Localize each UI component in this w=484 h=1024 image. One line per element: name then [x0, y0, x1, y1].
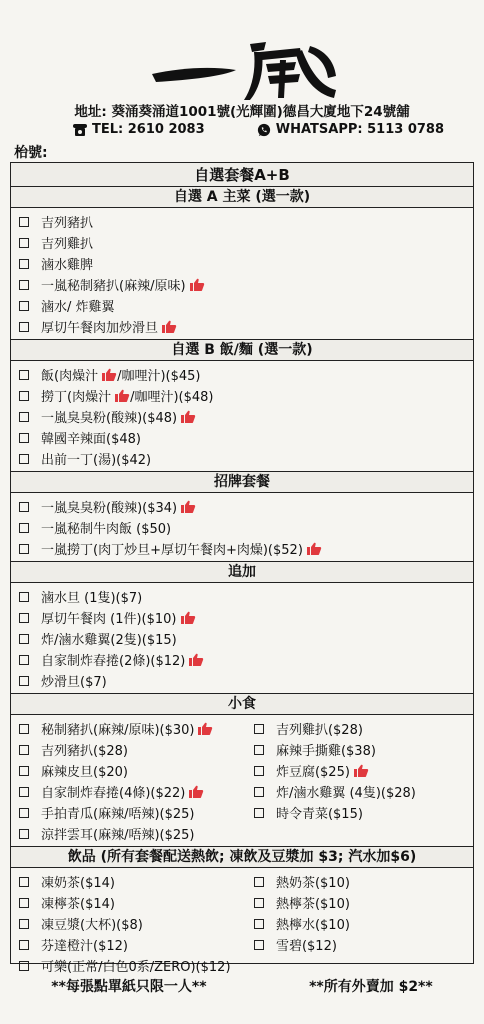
checkbox[interactable]: [19, 961, 29, 971]
address: 地址: 葵涌葵涌道1001號(光輝圍)德昌大廈地下24號舖: [74, 104, 410, 120]
menu-item[interactable]: [19, 871, 254, 892]
menu-item[interactable]: [254, 718, 473, 739]
checkbox[interactable]: [19, 877, 29, 887]
checkbox[interactable]: [19, 655, 29, 665]
checkbox[interactable]: [19, 676, 29, 686]
menu-item[interactable]: [19, 823, 254, 844]
thumbs-up-icon: [306, 542, 322, 556]
checkbox[interactable]: [254, 745, 264, 755]
section-b-list: [11, 361, 473, 471]
phone-contact: [72, 122, 205, 137]
menu-item[interactable]: [19, 295, 473, 316]
menu-item[interactable]: [19, 385, 473, 406]
menu-item[interactable]: [19, 316, 473, 337]
menu-item-label: 吉列雞扒: [41, 237, 94, 252]
menu-item-label: 吉列雞扒($28): [275, 723, 363, 738]
whatsapp-number: WHATSAPP: 5113 0788: [275, 122, 444, 137]
checkbox[interactable]: [19, 634, 29, 644]
menu-item-label: 一嵐秘制豬扒(麻辣/原味): [41, 279, 186, 294]
menu-item-label: 厚切午餐肉加炒滑旦: [41, 321, 159, 336]
menu-item-label: 滷水雞脾: [41, 258, 94, 273]
menu-item[interactable]: [254, 913, 473, 934]
menu-item-label: 熱奶茶($10): [275, 876, 350, 891]
checkbox[interactable]: [19, 391, 29, 401]
menu-item-label: /咖哩汁)($48): [130, 390, 214, 405]
checkbox[interactable]: [19, 433, 29, 443]
thumbs-up-icon: [188, 785, 204, 799]
checkbox[interactable]: [19, 787, 29, 797]
menu-item-label: 雪碧($12): [275, 939, 337, 954]
checkbox[interactable]: [19, 919, 29, 929]
menu-item-label: 撈丁(肉燥汁: [41, 390, 112, 405]
snacks-right-list: [254, 718, 473, 844]
section-b-title: 自選 B 飯/麵 (選一款): [11, 340, 473, 361]
drinks-section: [11, 847, 473, 978]
menu-item[interactable]: [19, 628, 473, 649]
checkbox[interactable]: [254, 808, 264, 818]
menu-item[interactable]: [19, 586, 473, 607]
snacks-left-list: [19, 718, 254, 844]
whatsapp-contact: [256, 122, 444, 137]
addons-section: [11, 562, 473, 694]
menu-item-label: 一嵐臭臭粉(酸辣)($48): [41, 411, 178, 426]
signature-title: 招牌套餐: [11, 472, 473, 493]
menu-item-label: 芬達橙汁($12): [41, 939, 128, 954]
thumbs-up-icon: [161, 320, 177, 334]
menu-item-label: 熱檸茶($10): [275, 897, 350, 912]
signature-section: [11, 472, 473, 562]
menu-item[interactable]: [19, 538, 473, 559]
menu-item[interactable]: [19, 955, 254, 976]
menu-item-label: 一嵐秘制牛肉飯 ($50): [41, 522, 172, 537]
set-meal-section: [11, 163, 473, 340]
menu-item-label: 一嵐撈丁(肉丁炒旦+厚切午餐肉+肉燥)($52): [41, 543, 303, 558]
thumbs-up-icon: [114, 389, 130, 403]
takeaway-surcharge-note: **所有外賣加 $2**: [309, 979, 433, 995]
menu-item[interactable]: [254, 871, 473, 892]
menu-item-label: 手拍青瓜(麻辣/唔辣)($25): [41, 807, 195, 822]
thumbs-up-icon: [197, 722, 213, 736]
checkbox[interactable]: [19, 613, 29, 623]
menu-item[interactable]: [19, 232, 473, 253]
menu-item-label: 炸/滷水雞翼(2隻)($15): [41, 633, 177, 648]
checkbox[interactable]: [19, 259, 29, 269]
phone-icon: [72, 123, 88, 137]
menu-item[interactable]: [19, 892, 254, 913]
snacks-title: 小食: [11, 694, 473, 715]
section-a-title: 自選 A 主菜 (選一款): [11, 187, 473, 208]
menu-item[interactable]: [254, 802, 473, 823]
svg-text:一嵐: 一嵐: [150, 40, 152, 41]
menu-item-label: 自家制炸春捲(4條)($22): [41, 786, 186, 801]
menu-item-label: 吉列豬扒($28): [41, 744, 128, 759]
menu-item[interactable]: [19, 934, 254, 955]
menu-item[interactable]: [19, 739, 254, 760]
section-b: [11, 340, 473, 472]
menu-item[interactable]: [19, 253, 473, 274]
checkbox[interactable]: [254, 919, 264, 929]
thumbs-up-icon: [180, 611, 196, 625]
menu-item-label: 飯(肉燥汁: [41, 369, 99, 384]
menu-item[interactable]: [19, 364, 473, 385]
thumbs-up-icon: [189, 278, 205, 292]
checkbox[interactable]: [19, 454, 29, 464]
checkbox[interactable]: [19, 217, 29, 227]
menu-item[interactable]: [19, 670, 473, 691]
thumbs-up-icon: [180, 500, 196, 514]
checkbox[interactable]: [19, 592, 29, 602]
checkbox[interactable]: [19, 301, 29, 311]
menu-item-label: 出前一丁(湯)($42): [41, 453, 152, 468]
menu-item-label: 炸豆腐($25): [275, 765, 350, 780]
menu-item-label: 麻辣皮旦($20): [41, 765, 128, 780]
menu-item[interactable]: [19, 913, 254, 934]
menu-item[interactable]: [19, 274, 473, 295]
menu-item[interactable]: [254, 760, 473, 781]
checkbox[interactable]: [19, 412, 29, 422]
drinks-right-list: [254, 871, 473, 976]
addons-title: 追加: [11, 562, 473, 583]
menu-item-label: 一嵐臭臭粉(酸辣)($34): [41, 501, 178, 516]
one-person-note: **每張點單紙只限一人**: [51, 979, 207, 995]
menu-item-label: 凍豆漿(大杯)($8): [41, 918, 143, 933]
menu-item-label: 炒滑旦($7): [41, 675, 107, 690]
menu-item[interactable]: [254, 934, 473, 955]
order-form: [10, 162, 474, 975]
menu-item[interactable]: [19, 448, 473, 469]
checkbox[interactable]: [19, 502, 29, 512]
menu-item-label: 涼拌雲耳(麻辣/唔辣)($25): [41, 828, 195, 843]
menu-item-label: /咖哩汁)($45): [117, 369, 201, 384]
menu-item-label: 凍檸茶($14): [41, 897, 115, 912]
checkbox[interactable]: [19, 280, 29, 290]
checkbox[interactable]: [19, 808, 29, 818]
thumbs-up-icon: [180, 410, 196, 424]
menu-item-label: 可樂(正常/白色0系/ZERO)($12): [41, 960, 231, 975]
menu-item-label: 自家制炸春捲(2條)($12): [41, 654, 186, 669]
menu-item[interactable]: [19, 718, 254, 739]
checkbox[interactable]: [19, 724, 29, 734]
menu-item[interactable]: [254, 892, 473, 913]
checkbox[interactable]: [19, 829, 29, 839]
footer-notes: [0, 976, 484, 996]
table-number-label: 枱號:: [14, 145, 48, 161]
checkbox[interactable]: [254, 898, 264, 908]
brand-logo: [150, 40, 340, 102]
checkbox[interactable]: [254, 766, 264, 776]
menu-item-label: 秘制豬扒(麻辣/原味)($30): [41, 723, 195, 738]
menu-item[interactable]: [19, 781, 254, 802]
menu-item[interactable]: [19, 211, 473, 232]
menu-item[interactable]: [19, 649, 473, 670]
checkbox[interactable]: [19, 940, 29, 950]
checkbox[interactable]: [19, 238, 29, 248]
menu-item-label: 厚切午餐肉 (1件)($10): [41, 612, 177, 627]
set-meal-title: 自選套餐A+B: [11, 163, 473, 187]
menu-item-label: 炸/滷水雞翼 (4隻)($28): [275, 786, 416, 801]
menu-item-label: 吉列豬扒: [41, 216, 94, 231]
menu-item[interactable]: [19, 427, 473, 448]
drinks-title: 飲品 (所有套餐配送熱飲; 凍飲及豆漿加 $3; 汽水加$6): [11, 847, 473, 868]
menu-item-label: 滷水旦 (1隻)($7): [41, 591, 143, 606]
phone-number: TEL: 2610 2083: [92, 122, 205, 137]
menu-item-label: 熱檸水($10): [275, 918, 350, 933]
menu-item[interactable]: [19, 802, 254, 823]
menu-item[interactable]: [19, 760, 254, 781]
checkbox[interactable]: [19, 523, 29, 533]
checkbox[interactable]: [19, 322, 29, 332]
menu-item-label: 凍奶茶($14): [41, 876, 115, 891]
drinks-left-list: [19, 871, 254, 976]
thumbs-up-icon: [188, 653, 204, 667]
thumbs-up-icon: [353, 764, 369, 778]
section-a-list: [11, 208, 473, 339]
checkbox[interactable]: [254, 877, 264, 887]
snacks-section: [11, 694, 473, 847]
menu-item-label: 滷水/ 炸雞翼: [41, 300, 115, 315]
menu-item[interactable]: [19, 406, 473, 427]
menu-item-label: 韓國辛辣面($48): [41, 432, 141, 447]
menu-item[interactable]: [254, 739, 473, 760]
checkbox[interactable]: [19, 745, 29, 755]
checkbox[interactable]: [19, 544, 29, 554]
checkbox[interactable]: [19, 766, 29, 776]
checkbox[interactable]: [254, 787, 264, 797]
menu-item[interactable]: [19, 607, 473, 628]
addons-list: [11, 583, 473, 693]
contact-info: [72, 122, 444, 137]
menu-item[interactable]: [19, 496, 473, 517]
signature-list: [11, 493, 473, 561]
checkbox[interactable]: [19, 370, 29, 380]
whatsapp-icon: [256, 123, 272, 137]
checkbox[interactable]: [19, 898, 29, 908]
menu-item-label: 麻辣手撕雞($38): [275, 744, 376, 759]
checkbox[interactable]: [254, 724, 264, 734]
menu-item[interactable]: [19, 517, 473, 538]
checkbox[interactable]: [254, 940, 264, 950]
menu-item[interactable]: [254, 781, 473, 802]
thumbs-up-icon: [101, 368, 117, 382]
menu-item-label: 時令青菜($15): [275, 807, 363, 822]
